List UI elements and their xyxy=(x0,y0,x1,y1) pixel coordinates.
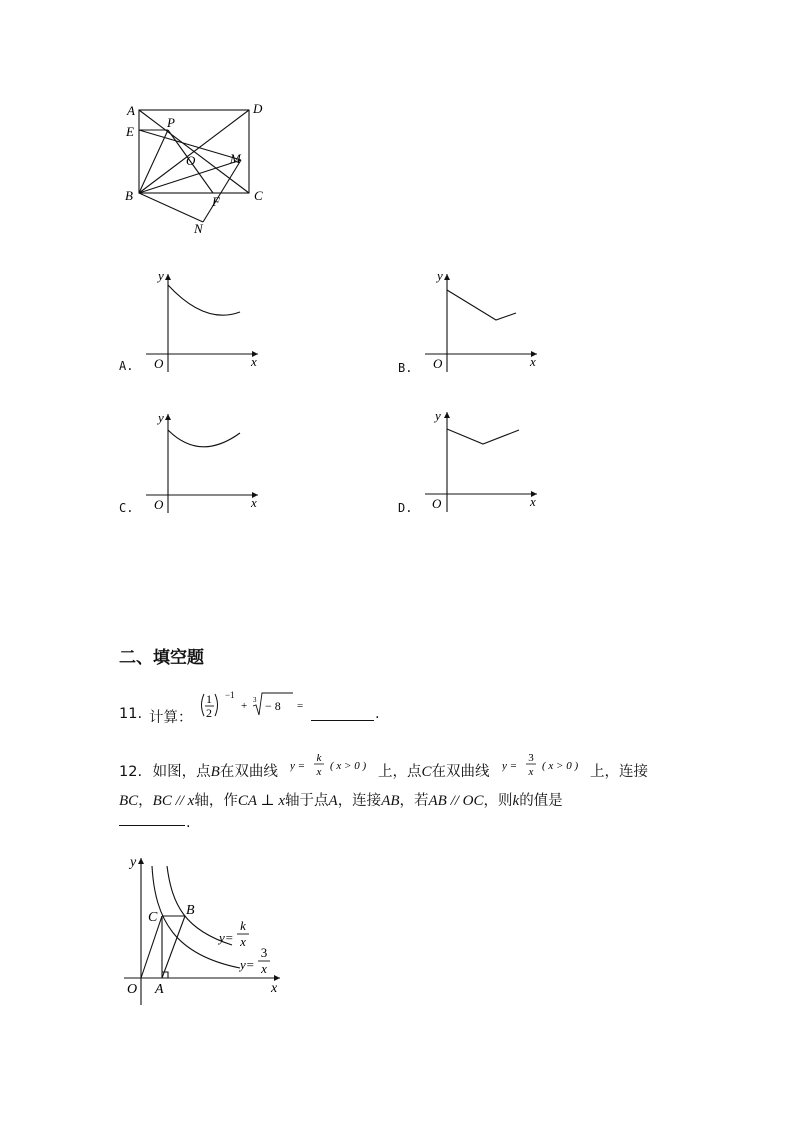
axis-y-label: y xyxy=(437,268,443,283)
q12-axis-point-text: 轴于点 xyxy=(285,793,329,809)
q11-number: 11. xyxy=(119,706,143,722)
hyperbola-figure xyxy=(118,850,288,1010)
q11-answer-blank[interactable] xyxy=(311,708,374,721)
q12-curve2-lhs: y = xyxy=(502,760,518,772)
label-O: O xyxy=(186,153,196,168)
origin-label: O xyxy=(154,497,164,512)
eq1-lhs: y= xyxy=(219,930,234,945)
option-a-letter[interactable]: A. xyxy=(119,359,134,373)
q11-prefix: 计算： xyxy=(149,710,193,726)
q12-text1: 如图，点 xyxy=(152,764,211,780)
axis-x-label: x xyxy=(251,495,257,510)
q12-ab-parallel-oc: AB // OC xyxy=(428,793,484,809)
q11-period: . xyxy=(375,706,380,722)
axis-y-label: y xyxy=(130,855,137,870)
q12-text4: 在双曲线 xyxy=(431,764,490,780)
option-d-letter[interactable]: D. xyxy=(398,501,413,515)
option-d-graph xyxy=(420,405,550,517)
q12-ab: AB xyxy=(381,793,400,809)
label-E: E xyxy=(126,124,134,139)
option-b-graph xyxy=(420,265,550,375)
q11-frac-num: 1 xyxy=(206,692,212,706)
label-C: C xyxy=(254,188,263,203)
origin-label: O xyxy=(127,982,138,997)
label-B: B xyxy=(125,188,133,203)
q12-then-text: ，则 xyxy=(483,793,513,809)
eq2-lhs: y= xyxy=(240,957,255,972)
q12-point-c: C xyxy=(421,764,432,780)
q12-k: k xyxy=(316,752,322,764)
q11-frac-den: 2 xyxy=(206,706,212,720)
label-P: P xyxy=(167,115,175,130)
label-M: M xyxy=(230,151,241,166)
q12-answer-blank[interactable] xyxy=(119,813,185,826)
q12-text5: 上，连接 xyxy=(590,764,648,780)
axis-y-label: y xyxy=(158,268,164,283)
axis-x-label: x xyxy=(251,354,257,369)
label-F: F xyxy=(212,194,220,209)
q12-axis-text: 轴，作 xyxy=(194,793,238,809)
q12-cond2: ( x > 0 ) xyxy=(542,760,579,772)
eq2-num: 3 xyxy=(260,945,268,960)
rectangle-figure xyxy=(118,96,278,241)
axis-x-label: x xyxy=(271,981,278,996)
eq1-num: k xyxy=(240,918,246,933)
q12-line1 xyxy=(119,760,278,781)
q12-point-b: B xyxy=(210,764,220,780)
eq2-den: x xyxy=(261,961,267,976)
origin-label: O xyxy=(154,356,164,371)
point-a-label: A xyxy=(155,982,164,997)
option-b-letter[interactable]: B. xyxy=(398,361,413,375)
q12-curve1-lhs: y = xyxy=(290,760,306,772)
q12-value-text: 的值是 xyxy=(519,793,563,809)
q12-line1b xyxy=(378,760,490,781)
q12-bc: BC xyxy=(119,793,139,809)
option-c-graph xyxy=(140,405,270,517)
option-c-letter[interactable]: C. xyxy=(119,501,134,515)
q11-exponent: −1 xyxy=(225,690,235,700)
q11-equals: = xyxy=(297,700,304,712)
option-a-graph xyxy=(140,265,270,375)
label-N: N xyxy=(194,221,203,236)
eq1-den: x xyxy=(240,934,246,949)
q12-if-text: ，若 xyxy=(399,793,429,809)
q12-connect-text: ，连接 xyxy=(337,793,382,809)
section-title: 二、填空题 xyxy=(119,648,204,668)
q12-text3: 上，点 xyxy=(378,764,422,780)
origin-label: O xyxy=(433,356,443,371)
q12-line2 xyxy=(119,789,563,810)
q12-point-a: A xyxy=(328,793,338,809)
axis-y-label: y xyxy=(435,408,441,423)
axis-x-label: x xyxy=(530,494,536,509)
label-D: D xyxy=(253,101,263,116)
q12-bc-parallel: BC // x xyxy=(152,793,195,809)
label-A: A xyxy=(127,103,135,118)
q12-curve1 xyxy=(290,748,378,780)
q12-text2: 在双曲线 xyxy=(219,764,278,780)
q12-comma: ， xyxy=(138,793,153,809)
point-b-label: B xyxy=(186,903,195,918)
q12-three: 3 xyxy=(528,752,534,764)
q12-k-var: k xyxy=(512,793,520,809)
origin-label: O xyxy=(432,496,442,511)
axis-x-label: x xyxy=(530,354,536,369)
q12-cond1: ( x > 0 ) xyxy=(330,760,367,772)
q11-radicand: − 8 xyxy=(265,699,281,713)
axis-y-label: y xyxy=(158,410,164,425)
q12-curve2 xyxy=(502,748,590,780)
point-c-label: C xyxy=(148,910,158,925)
q11-plus: + xyxy=(241,700,248,712)
q12-xden2: x xyxy=(528,766,534,778)
q11-expression xyxy=(197,688,309,724)
q11-root-index: 3 xyxy=(253,696,257,704)
q12-number: 12. xyxy=(119,764,143,780)
q12-xden: x xyxy=(316,766,322,778)
q12-period: . xyxy=(186,815,191,831)
q12-ca-perp: CA ⊥ x xyxy=(237,793,286,809)
